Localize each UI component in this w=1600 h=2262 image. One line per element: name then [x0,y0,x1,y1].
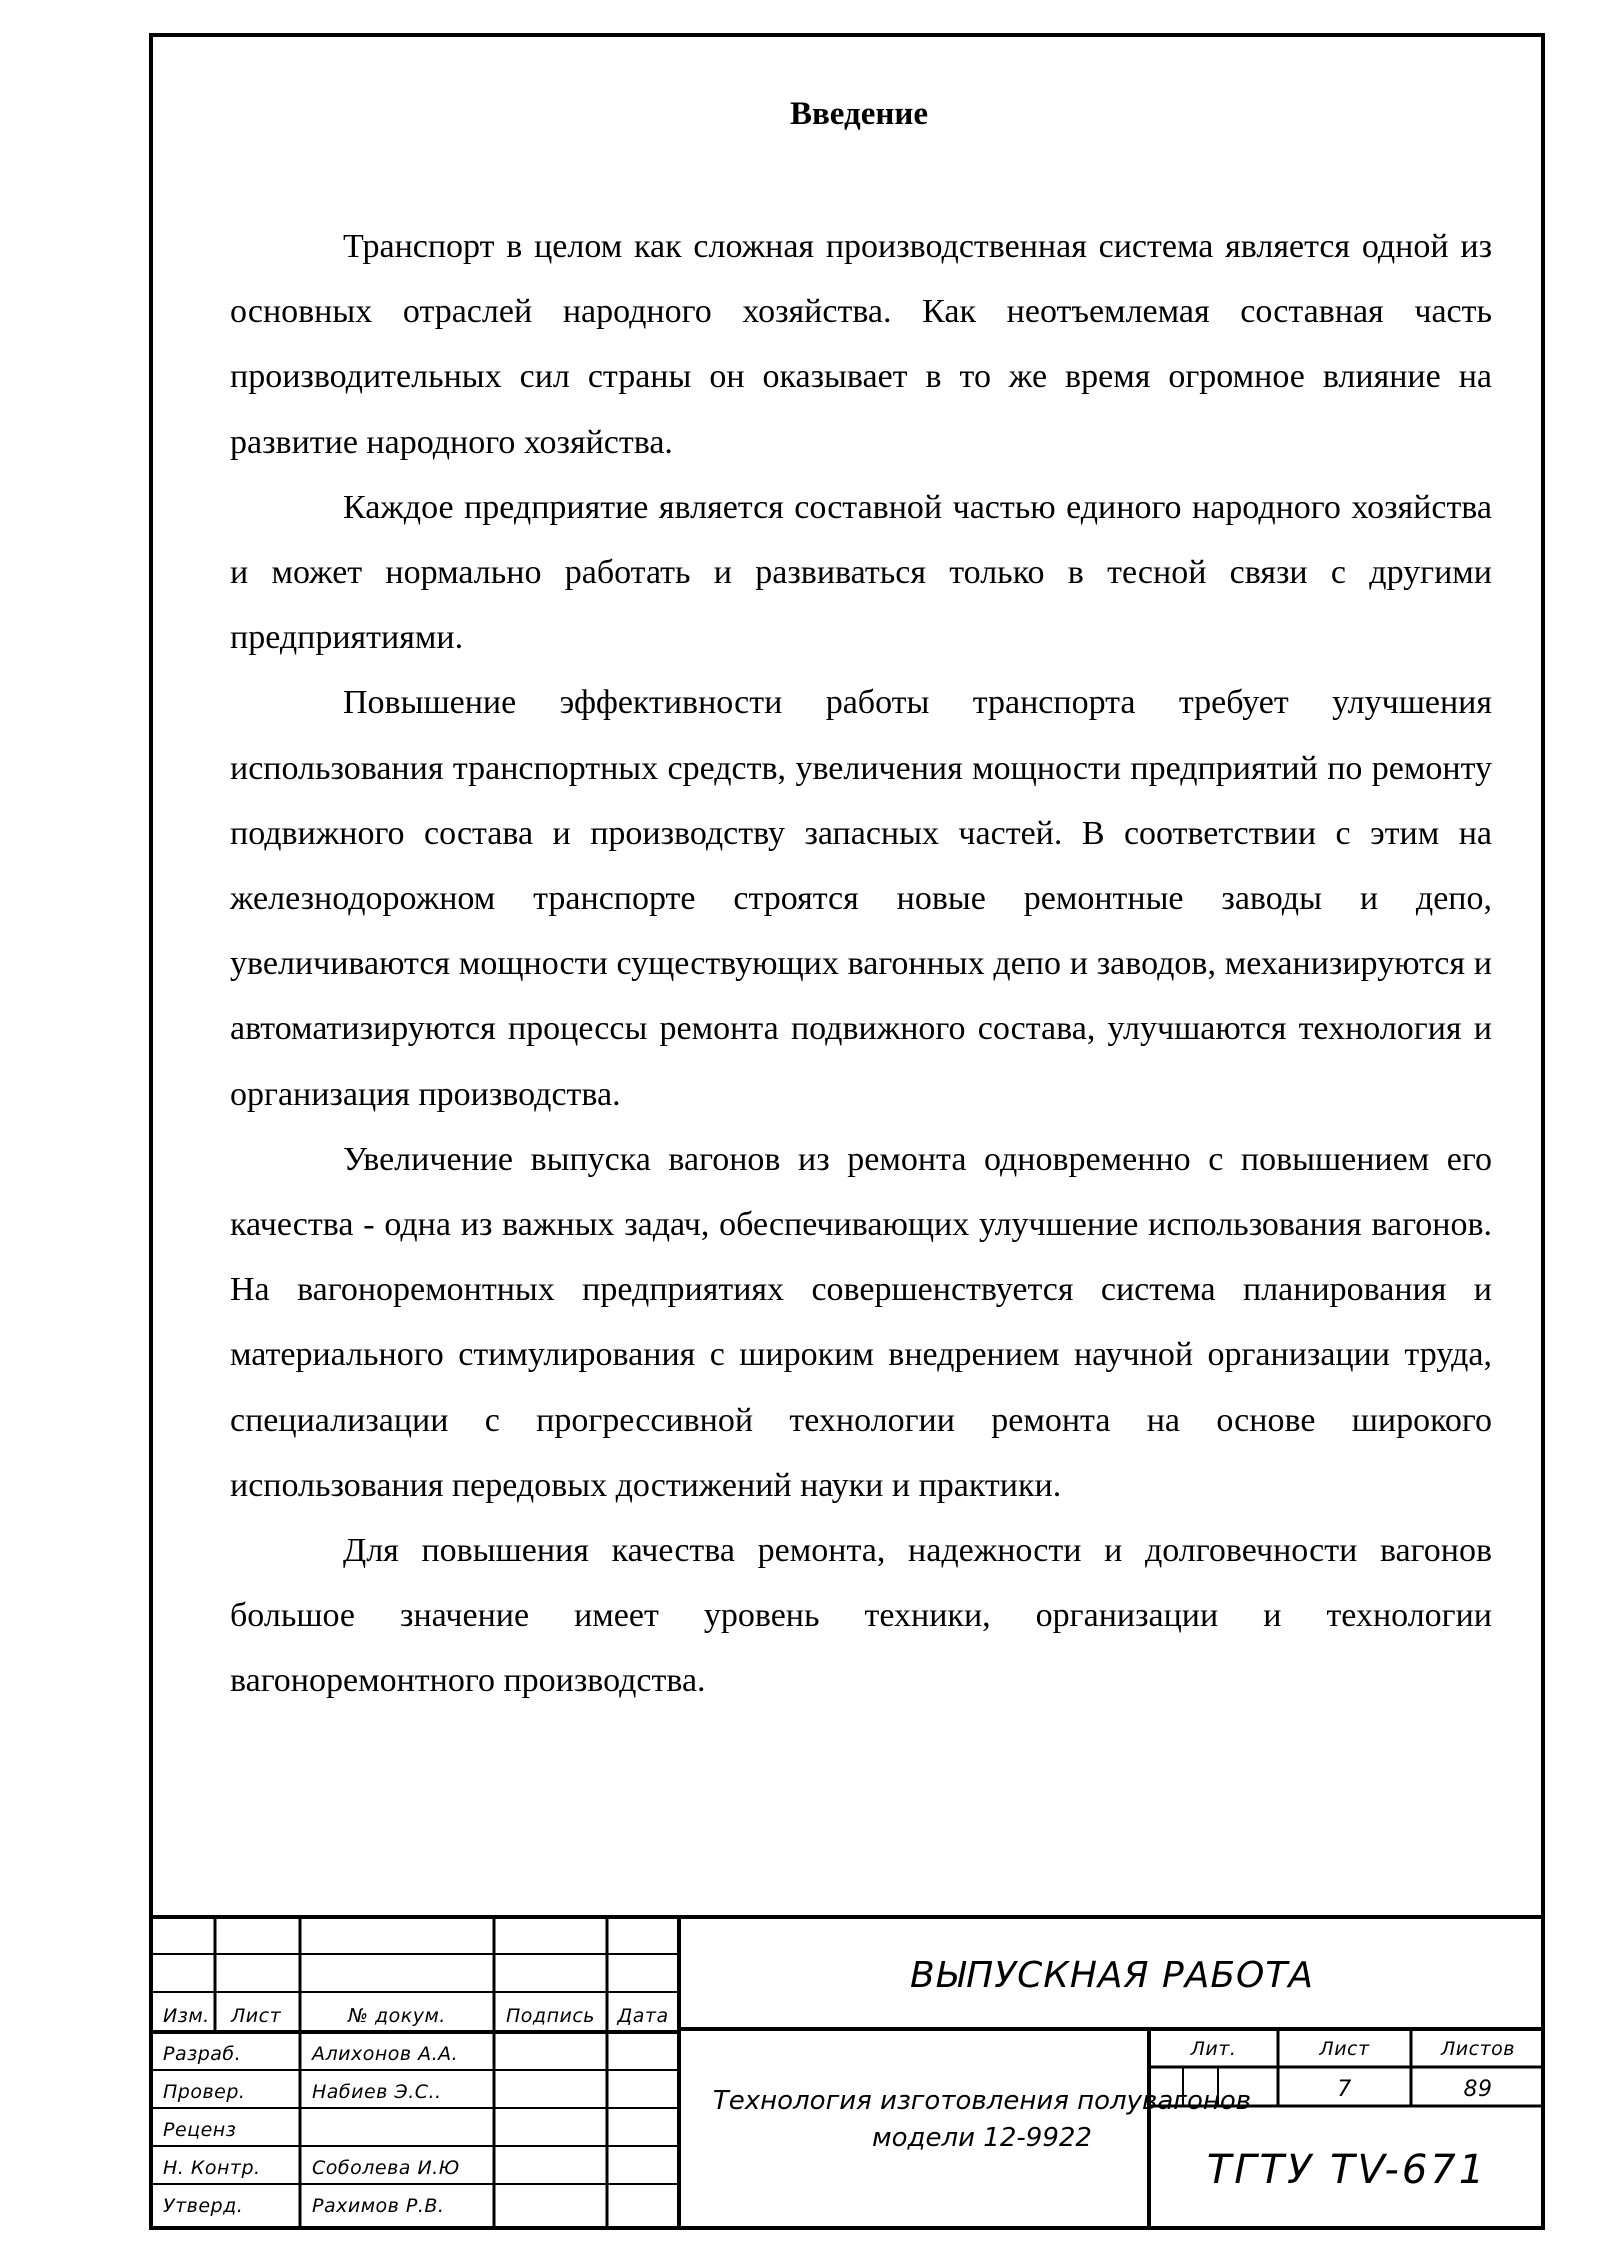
sheet-number: 7 [1337,2077,1352,2102]
sheets-count: 89 [1463,2077,1493,2102]
page-heading: Введение [789,96,929,132]
role-checker: Провер. [163,2081,246,2103]
header-signature: Подпись [506,2005,595,2027]
sheet-label: Лист [1319,2038,1370,2060]
header-date: Дата [617,2005,669,2027]
name-developer: Алихонов А.А. [312,2043,459,2065]
title-block-stamp [149,1915,1545,2230]
paragraph: Для повышения качества ремонта, надежности и долговечности вагонов большое значение имеет уровень техники, организации и технологии вагоноремонтного производства. [230,1532,1492,1700]
header-doc-number: № докум. [348,2005,446,2027]
subject-title: Технология изготовления полувагонов модели 12-9922 [712,2086,1252,2153]
role-reviewer: Реценз [163,2119,237,2141]
sheets-label: Листов [1441,2038,1515,2060]
header-list: Лист [231,2005,282,2027]
organization-code: ТГТУ TV-671 [1206,2147,1488,2193]
paragraph: Повышение эффективности работы транспорта требует улучшения использования транспортных средств, увеличения мощности предприятий по ремонту подвижного состава и производству запасных частей. В соответствии с этим на железнодорожном транспорте строятся новые ремонтные заводы и депо, увеличиваются мощности существующих вагонных депо и заводов, механизируются и автоматизируются процессы ремонта подвижного состава, улучшаются технология и организация производства. [230,684,1492,1113]
paragraph: Транспорт в целом как сложная производственная система является одной из основных отраслей народного хозяйства. Как неотъемлемая составная часть производительных сил страны он оказывает в то же время огромное влияние на развитие народного хозяйства. [230,228,1492,461]
role-developer: Разраб. [163,2043,242,2065]
paragraph: Увеличение выпуска вагонов из ремонта одновременно с повышением его качества - одна из важных задач, обеспечивающих улучшение использования вагонов. На вагоноремонтных предприятиях совершенствуется система планирования и материального стимулирования с широким внедрением научной организации труда, специализации с прогрессивной технологии ремонта на основе широкого использования передовых достижений науки и практики. [230,1140,1492,1504]
role-approver: Утверд. [163,2195,244,2217]
header-izm: Изм. [163,2005,210,2027]
paragraph: Каждое предприятие является составной частью единого народного хозяйства и может нормально работать и развиваться только в тесной связи с другими предприятиями. [230,488,1492,657]
name-approver: Рахимов Р.В. [312,2195,445,2217]
name-norm-control: Соболева И.Ю [312,2157,460,2179]
name-checker: Набиев Э.С.. [312,2081,442,2103]
work-title: ВЫПУСКНАЯ РАБОТА [909,1955,1314,1996]
document-body [230,214,1492,1714]
lit-label: Лит. [1190,2038,1237,2060]
role-norm-control: Н. Контр. [163,2157,261,2179]
